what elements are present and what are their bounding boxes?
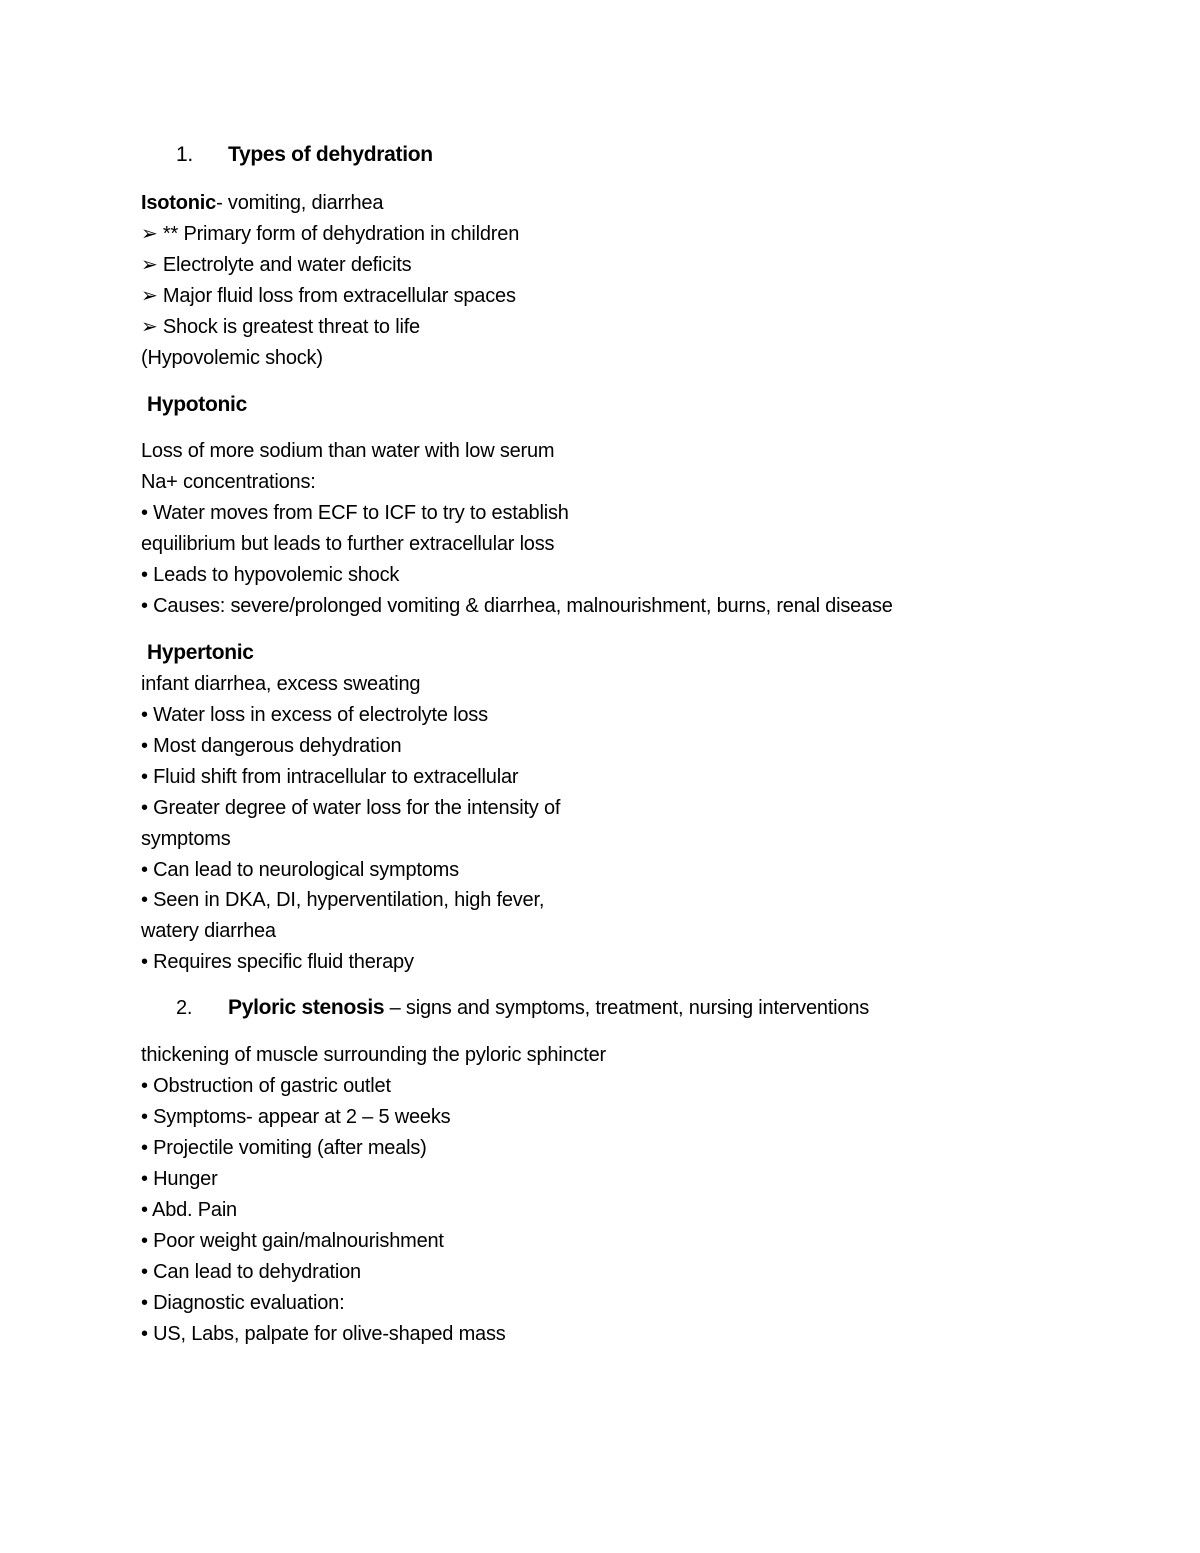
pyloric-line: thickening of muscle surrounding the pyloric sphincter <box>141 1044 607 1066</box>
hypertonic-line: • Most dangerous dehydration <box>141 735 402 757</box>
hypotonic-heading: Hypotonic <box>147 393 247 416</box>
isotonic-bullet: ➢ Major fluid loss from extracellular spaces <box>141 285 516 307</box>
hypotonic-line: Na+ concentrations: <box>141 471 316 493</box>
hypotonic-line: equilibrium but leads to further extracellular loss <box>141 533 555 555</box>
pyloric-line: • Can lead to dehydration <box>141 1261 361 1283</box>
isotonic-bullet: ➢ Electrolyte and water deficits <box>141 254 412 276</box>
hypotonic-line: • Causes: severe/prolonged vomiting & diarrhea, malnourishment, burns, renal disease <box>141 595 893 617</box>
section-2-heading <box>176 996 869 1020</box>
hypotonic-line: • Water moves from ECF to ICF to try to establish <box>141 502 569 524</box>
hypertonic-line: • Seen in DKA, DI, hyperventilation, high fever, <box>141 889 545 911</box>
isotonic-label: Isotonic <box>141 192 217 214</box>
hypertonic-line: infant diarrhea, excess sweating <box>141 673 421 695</box>
isotonic-intro: - vomiting, diarrhea <box>216 192 384 214</box>
hypotonic-line: • Leads to hypovolemic shock <box>141 564 400 586</box>
hypertonic-line: • Can lead to neurological symptoms <box>141 859 459 881</box>
section-2-number: 2. <box>176 997 193 1019</box>
hypotonic-line: Loss of more sodium than water with low serum <box>141 440 555 462</box>
hypertonic-line: • Fluid shift from intracellular to extracellular <box>141 766 519 788</box>
isotonic-bullet: ➢ Shock is greatest threat to life <box>141 316 420 338</box>
pyloric-line: • Diagnostic evaluation: <box>141 1292 345 1314</box>
pyloric-line: • Poor weight gain/malnourishment <box>141 1230 444 1252</box>
hypertonic-line: symptoms <box>141 828 231 850</box>
pyloric-line: • Hunger <box>141 1168 218 1190</box>
pyloric-line: • US, Labs, palpate for olive-shaped mass <box>141 1323 506 1345</box>
section-1-heading <box>176 143 433 167</box>
section-1-title: Types of dehydration <box>228 143 433 166</box>
isotonic-line <box>141 191 383 215</box>
section-1-number: 1. <box>176 143 193 166</box>
hypertonic-heading: Hypertonic <box>147 641 254 664</box>
pyloric-line: • Symptoms- appear at 2 – 5 weeks <box>141 1106 451 1128</box>
isotonic-note: (Hypovolemic shock) <box>141 347 323 369</box>
pyloric-line: • Abd. Pain <box>141 1199 237 1221</box>
pyloric-line: • Obstruction of gastric outlet <box>141 1075 391 1097</box>
section-2-title: Pyloric stenosis <box>228 996 385 1019</box>
hypertonic-line: • Greater degree of water loss for the intensity of <box>141 797 561 819</box>
hypertonic-line: watery diarrhea <box>141 920 276 942</box>
pyloric-line: • Projectile vomiting (after meals) <box>141 1137 427 1159</box>
hypertonic-line: • Water loss in excess of electrolyte loss <box>141 704 488 726</box>
isotonic-bullet: ➢ ** Primary form of dehydration in children <box>141 223 520 245</box>
section-2-subtitle: – signs and symptoms, treatment, nursing interventions <box>384 997 870 1019</box>
hypertonic-line: • Requires specific fluid therapy <box>141 951 414 973</box>
